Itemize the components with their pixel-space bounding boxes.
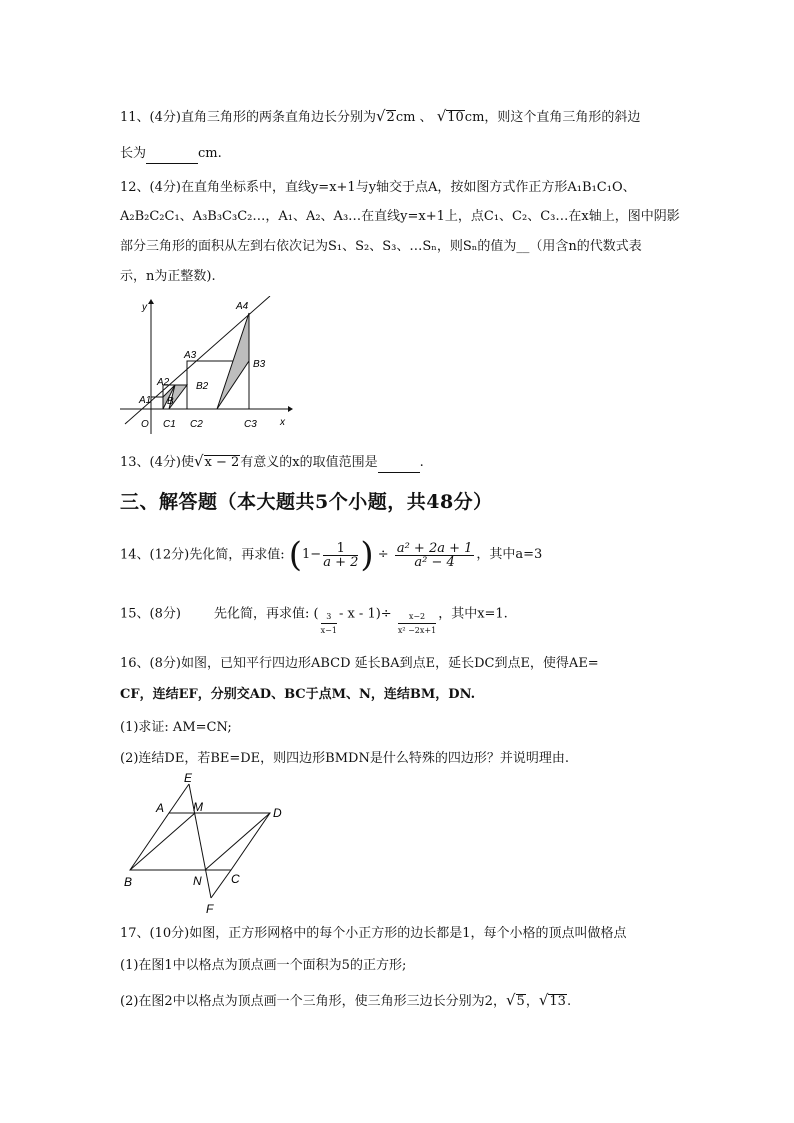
label-a4: A4 [236, 301, 249, 312]
q12-line2: A₂B₂C₂C₁、A₃B₃C₃C₂…，A₁、A₂、A₃…在直线y=x+1上，点C₁、C₂、C₃…在x轴上，图中阴影 [120, 209, 680, 224]
q13-radicand: x − 2 [204, 455, 240, 470]
q12-figure [120, 296, 295, 436]
q17-line3: (2)在图2中以格点为顶点画一个三角形，使三角形三边长分别为2，√5，√13. [120, 991, 572, 1009]
q17-line1: 17、(10分)如图，正方形网格中的每个小正方形的边长都是1，每个小格的顶点叫做格点 [120, 926, 627, 941]
q11-sqrt-a: 2 [386, 110, 395, 125]
section-title: 三、解答题（本大题共5个小题，共48分） [120, 491, 493, 513]
q11-sqrt-b: 10 [447, 110, 464, 125]
q12-line4: 示，n为正整数). [120, 269, 216, 284]
answer-blank[interactable] [378, 454, 420, 473]
q12-line3: 部分三角形的面积从左到右依次记为S₁、S₂、S₃、…Sₙ，则Sₙ的值为__（用含n的代数式表 [120, 239, 642, 254]
label-d: D [273, 806, 282, 820]
q16-line4: (2)连结DE，若BE=DE，则四边形BMDN是什么特殊的四边形？并说明理由. [120, 751, 569, 766]
q16-line1: 16、(8分)如图，已知平行四边形ABCD 延长BA到点E，延长DC到点E，使得AE= [120, 656, 599, 671]
q11-prefix: 11、(4分)直角三角形的两条直角边长分别为 [120, 110, 376, 125]
q16-line3: (1)求证: AM=CN; [120, 720, 232, 735]
q15-line: 15、(8分) 先化简，再求值: ( $\frac{3}{x-1}$ - x - 1)÷ $\frac{x-2}{\text{x² −2x+1}}$ ，其中x=1. [120, 606, 508, 635]
q14-frac1: $\frac{1}{a + 2}$ [323, 540, 359, 570]
label-a2: A2 [157, 377, 170, 388]
answer-blank[interactable] [146, 145, 198, 164]
label-c: C [231, 872, 240, 886]
q16-line2: CF，连结EF，分别交AD、BC于点M、N，连结BM，DN. [120, 687, 476, 702]
label-c2: C2 [190, 419, 203, 430]
label-o: O [141, 419, 149, 430]
label-c3: C3 [244, 419, 257, 430]
q13-line: 13、(4分)使√x − 2有意义的x的取值范围是 . [120, 452, 424, 473]
q17-sqrt-c: 5 [516, 994, 525, 1009]
q17-line2: (1)在图1中以格点为顶点画一个面积为5的正方形; [120, 958, 407, 973]
label-a: A [156, 801, 165, 815]
q15-frac2: $\frac{x-2}{\text{x² −2x+1}}$ [397, 612, 437, 635]
label-e: E [184, 771, 193, 785]
q11-line1: 11、(4分)直角三角形的两条直角边长分别为√2cm 、 √10cm，则这个直角三角形的斜边 [120, 107, 641, 125]
q16-figure [120, 770, 290, 918]
label-y: y [142, 302, 147, 313]
label-m: M [193, 800, 203, 814]
q14-frac2: $\frac{\text{a² + 2a + 1}}{\text{a² − 4}}$ [396, 540, 473, 570]
label-a3: A3 [184, 350, 197, 361]
label-b1: B [167, 396, 174, 407]
q12-line1: 12、(4分)在直角坐标系中，直线y=x+1与y轴交于点A，按如图方式作正方形A₁B₁C₁O、 [120, 180, 636, 195]
label-c1: C1 [163, 419, 176, 430]
label-n: N [193, 874, 202, 888]
q17-sqrt-d: 13 [549, 994, 566, 1009]
label-b3: B3 [253, 359, 266, 370]
label-x: x [280, 417, 285, 428]
q15-frac1: $\frac{3}{x-1}$ [320, 612, 337, 635]
label-f: F [206, 902, 214, 916]
segment-dn [205, 813, 270, 870]
q14-line: 14、(12分)先化简，再求值: (1− $\frac{1}{a + 2}$ ) ÷ $\frac{\text{a² + 2a + 1}}{\text{a² − 4}}$ ，其中a=3 [120, 535, 543, 575]
label-a1: A1 [139, 395, 152, 406]
q11-line2: 长为 cm. [120, 145, 222, 164]
segment-bm [130, 813, 195, 870]
label-b: B [124, 875, 133, 889]
label-b2: B2 [196, 381, 209, 392]
